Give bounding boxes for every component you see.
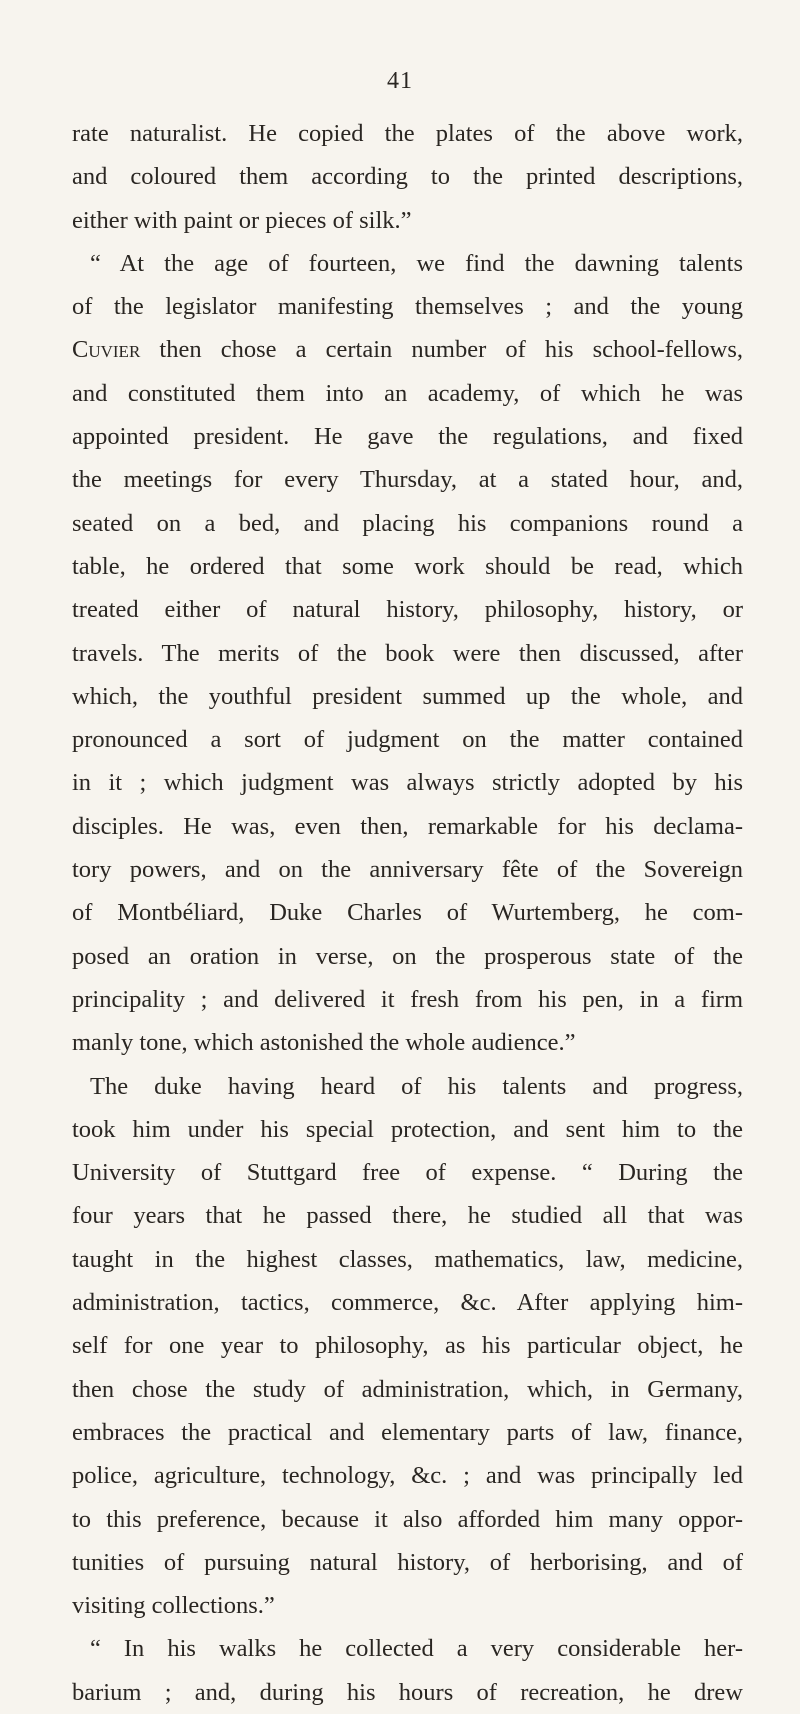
text-line: treated either of natural history, philosophy, history, or (72, 596, 743, 624)
text-line: table, he ordered that some work should be read, which (72, 552, 743, 580)
text-line: tory powers, and on the anniversary fête of the Sovereign (72, 856, 743, 884)
page-number: 41 (387, 68, 413, 94)
body-text (72, 112, 743, 1714)
text-line: police, agriculture, technology, &c. ; and was principally led (72, 1462, 743, 1490)
text-line: to this preference, because it also afforded him many oppor- (72, 1505, 743, 1533)
text-line: appointed president. He gave the regulations, and fixed (72, 423, 743, 451)
text-line: rate naturalist. He copied the plates of the above work, (72, 120, 743, 147)
text-line: “ In his walks he collected a very considerable her- (90, 1635, 743, 1663)
text-line: manly tone, which astonished the whole audience.” (72, 1029, 576, 1057)
text-line: and constituted them into an academy, of which he was (72, 379, 743, 407)
text-line: self for one year to philosophy, as his particular object, he (72, 1332, 743, 1360)
text-line: the meetings for every Thursday, at a stated hour, and, (72, 466, 743, 494)
text-line: administration, tactics, commerce, &c. After applying him- (72, 1289, 743, 1317)
text-line: principality ; and delivered it fresh from his pen, in a firm (72, 985, 743, 1013)
text-line: “ At the age of fourteen, we find the dawning talents (90, 249, 743, 277)
text-line: taught in the highest classes, mathematics, law, medicine, (72, 1245, 743, 1273)
small-caps-name: Cuvier (72, 336, 141, 364)
text-line: took him under his special protection, and sent him to the (72, 1115, 743, 1143)
text-line: seated on a bed, and placing his companions round a (72, 509, 743, 537)
text-line: University of Stuttgard free of expense. “ During the (72, 1159, 743, 1187)
text-line: Cuvier then chose a certain number of his school-fellows, (72, 336, 743, 364)
text-line: travels. The merits of the book were then discussed, after (72, 639, 743, 667)
text-line: then chose the study of administration, which, in Germany, (72, 1375, 743, 1403)
text-line: pronounced a sort of judgment on the matter contained (72, 726, 743, 754)
text-line: of Montbéliard, Duke Charles of Wurtemberg, he com- (72, 899, 743, 927)
text-line: embraces the practical and elementary parts of law, finance, (72, 1418, 743, 1446)
text-line: disciples. He was, even then, remarkable for his declama- (72, 812, 743, 840)
text-line: visiting collections.” (72, 1592, 275, 1620)
text-line: which, the youthful president summed up the whole, and (72, 682, 743, 710)
text-line: The duke having heard of his talents and progress, (90, 1072, 743, 1100)
text-line: four years that he passed there, he studied all that was (72, 1202, 743, 1230)
text-line: in it ; which judgment was always strictly adopted by his (72, 769, 743, 797)
text-line: barium ; and, during his hours of recreation, he drew (72, 1678, 743, 1706)
text-line: of the legislator manifesting themselves ; and the young (72, 293, 743, 321)
text-line: tunities of pursuing natural history, of herborising, and of (72, 1548, 743, 1576)
text-line: and coloured them according to the printed descriptions, (72, 163, 743, 191)
text-line: posed an oration in verse, on the prosperous state of the (72, 942, 743, 970)
text-line: either with paint or pieces of silk.” (72, 206, 412, 234)
